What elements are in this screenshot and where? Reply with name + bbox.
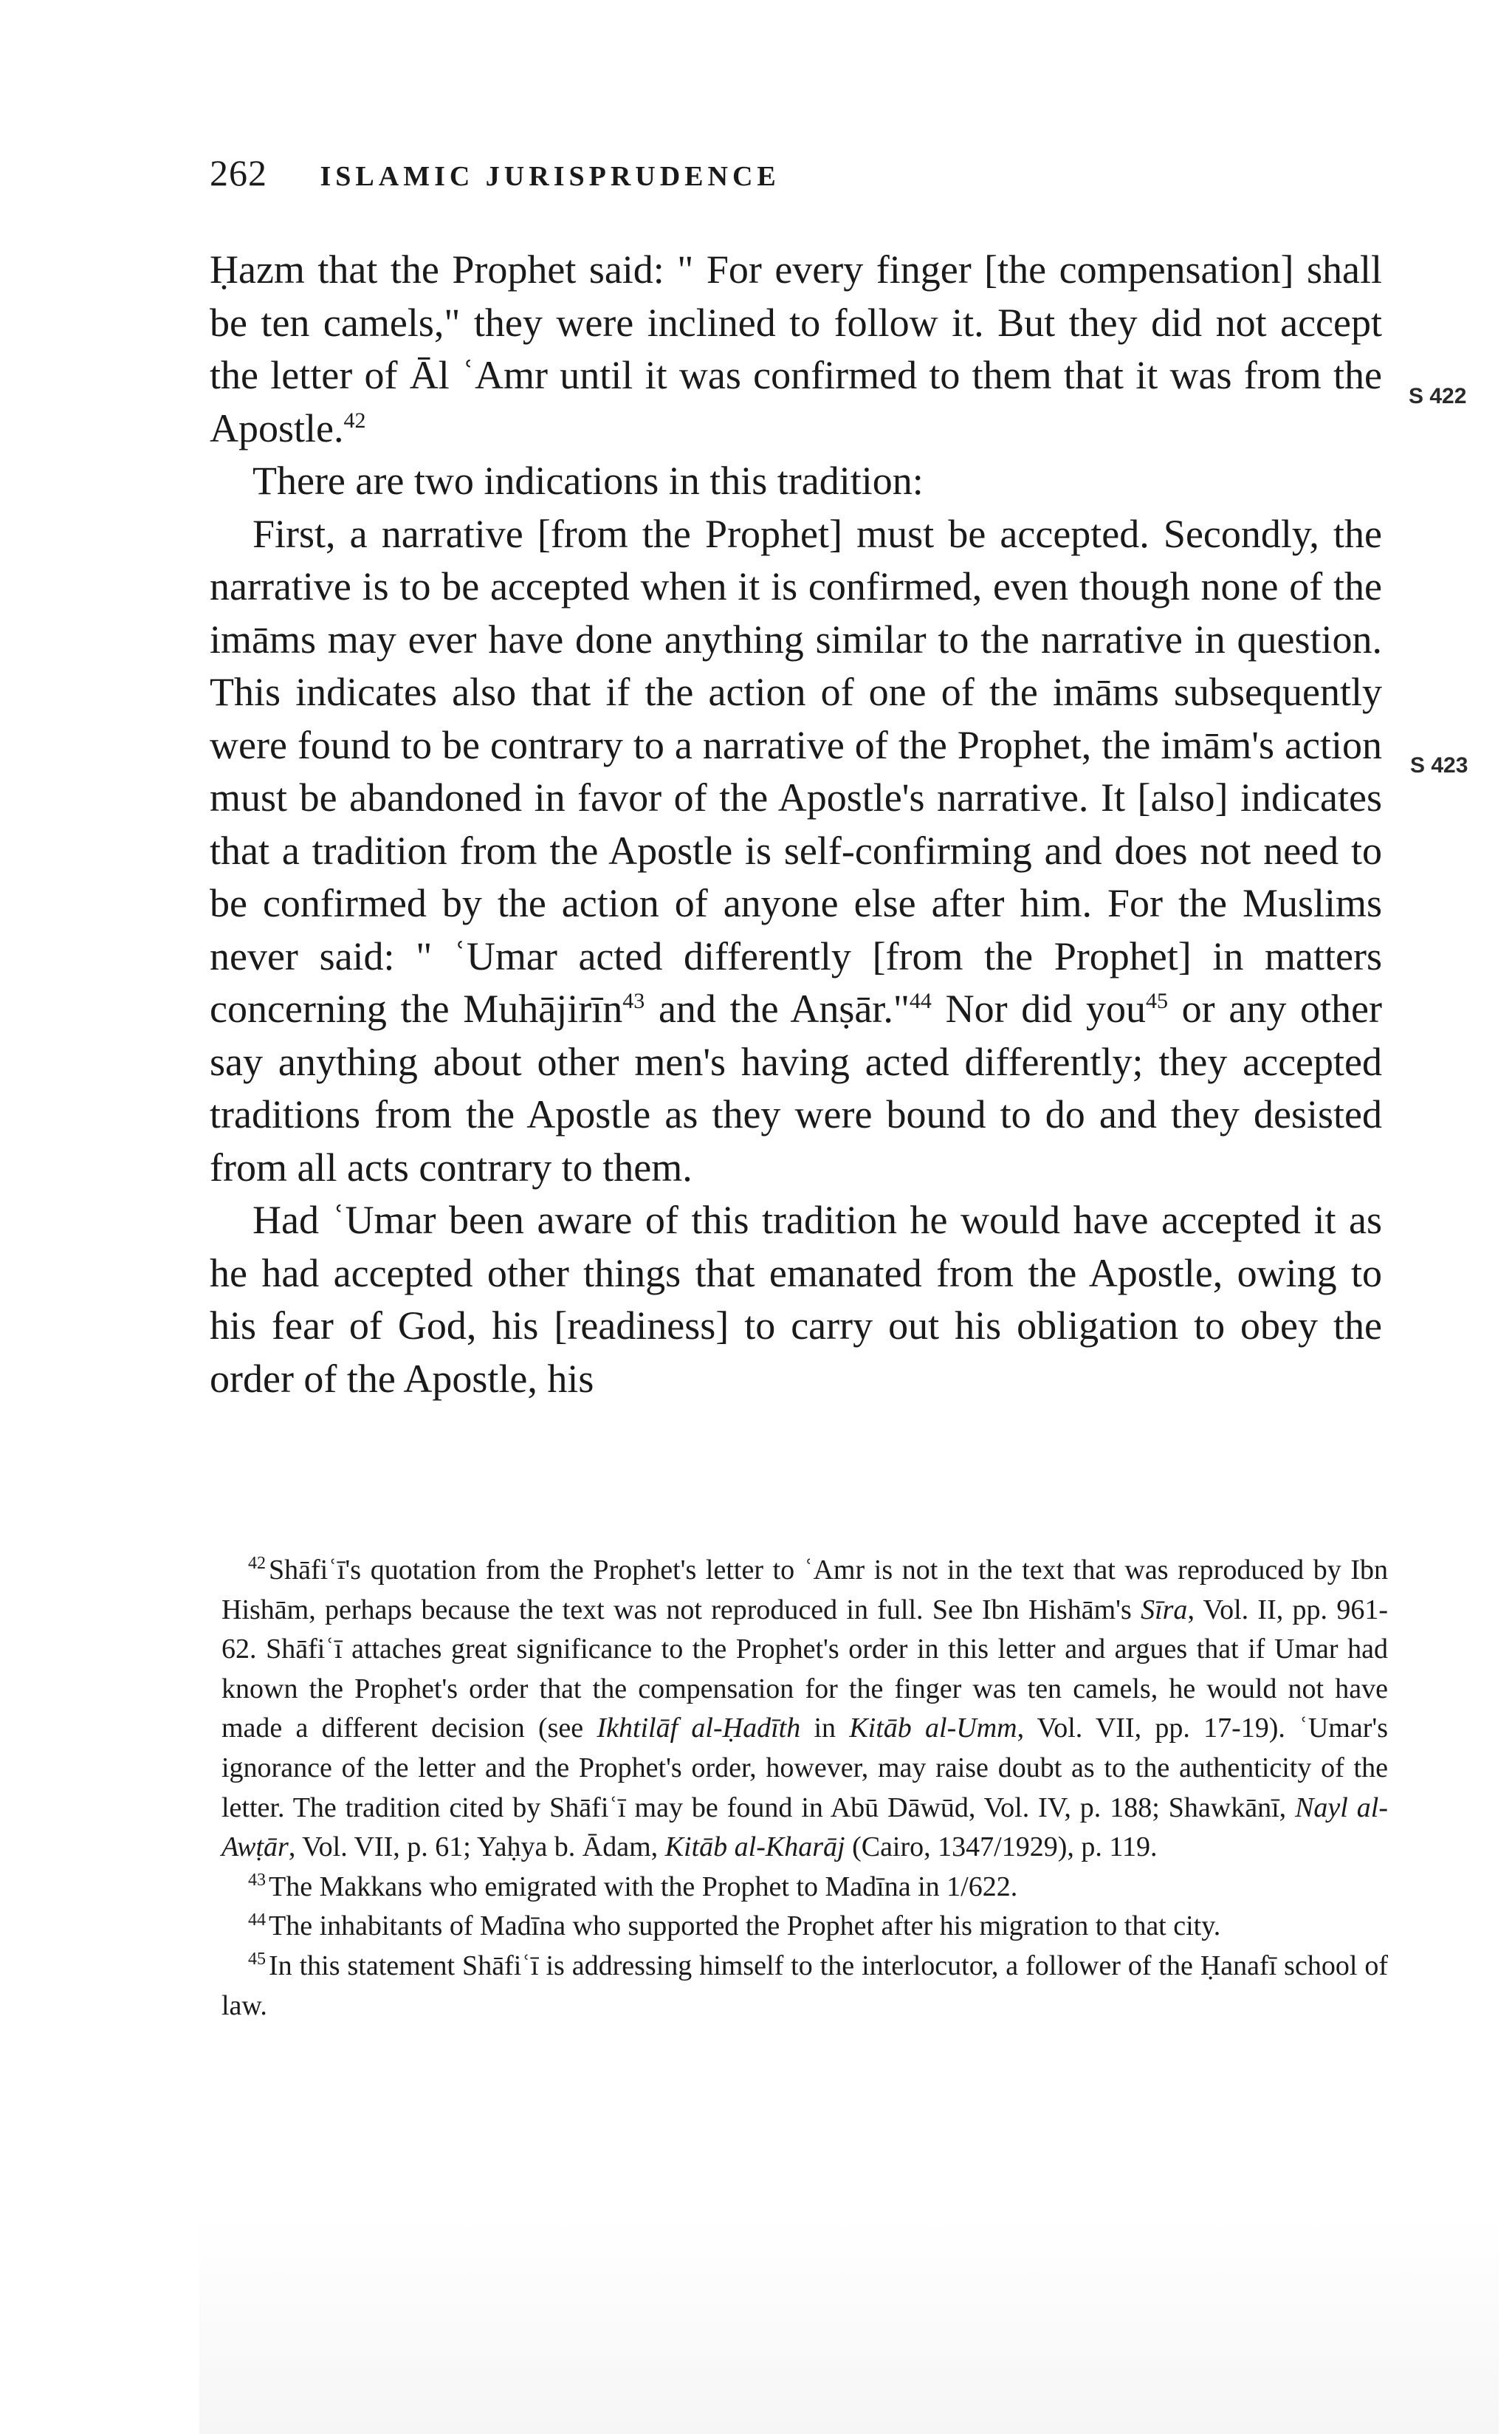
paragraph-text: and the Anṣār." [645, 987, 910, 1031]
main-text [210, 244, 1382, 1405]
footnote-number: 44 [248, 1910, 266, 1930]
footnote-ref: 42 [343, 408, 366, 433]
footnote-text: , Vol. VII, pp. 17-19). ʿUmar's ignorance of the letter and the Prophet's order, however, may raise doubt as to the authenticity of the letter. The tradition cited by Shāfiʿī may be found in Abū Dāwūd, Vol. IV, p. 188; Shawkānī, [221, 1713, 1388, 1823]
footnote-44 [221, 1907, 1388, 1947]
footnote-43 [221, 1868, 1388, 1907]
page-header [210, 151, 780, 194]
paragraph-text: First, a narrative [from the Prophet] must be accepted. Secondly, the narrative is to be accepted when it is confirmed, even though none of the imāms may ever have done anything similar to the narrative in question. This indicates also that if the action of one of the imāms subsequently were found to be contrary to a narrative of the Prophet, the imām's action must be abandoned in favor of the Apostle's narrative. It [also] indicates that a tradition from the Apostle is self-confirming and does not need to be confirmed by the action of anyone else after him. For the Muslims never said: " ʿUmar acted differently [from the Prophet] in matters concerning the Muhājirīn [210, 511, 1382, 1031]
footnote-42 [221, 1551, 1388, 1868]
footnote-title: Nayl al-Awṭār [221, 1792, 1389, 1863]
margin-note-s423: S 423 [1410, 753, 1468, 778]
footnote-text: (Cairo, 1347/1929), p. 119. [845, 1831, 1158, 1863]
footnote-text: In this statement Shāfiʿī is addressing himself to the interlocutor, a follower of the Ḥanafī school of law. [221, 1950, 1388, 2021]
footnote-text: Shāfiʿī's quotation from the Prophet's letter to ʿAmr is not in the text that was reproduced by Ibn Hishām, perhaps because the text was not reproduced in full. See Ibn Hishām's [221, 1554, 1388, 1625]
paragraph [210, 508, 1382, 1195]
paragraph-text: or any other say anything about other men's having acted differently; they accepted traditions from the Apostle as they were bound to do and they desisted from all acts contrary to them. [210, 987, 1382, 1190]
footnote-title: Kitāb al-Umm [849, 1713, 1017, 1744]
footnotes [221, 1551, 1388, 2026]
footnote-title: Kitāb al-Kharāj [664, 1831, 845, 1863]
footnote-45 [221, 1947, 1388, 2026]
footnote-ref: 45 [1145, 989, 1168, 1013]
footnote-text: The Makkans who emigrated with the Prophet to Madīna in 1/622. [269, 1871, 1018, 1902]
footnote-number: 43 [248, 1871, 266, 1890]
footnote-text: , Vol. II, pp. 961-62. Shāfiʿī attaches great significance to the Prophet's order in this letter and argues that if Umar had known the Prophet's order that the compensation for the finger was ten camels, he would not have made a different decision (see [221, 1594, 1388, 1744]
footnote-text: in [800, 1713, 850, 1744]
page-number: 262 [210, 152, 267, 193]
footnote-number: 45 [248, 1950, 266, 1970]
paragraph [210, 244, 1382, 455]
footnote-title: Sīra [1141, 1594, 1188, 1625]
footnote-ref: 44 [909, 989, 932, 1013]
running-title: ISLAMIC JURISPRUDENCE [320, 161, 780, 192]
footnote-ref: 43 [622, 989, 645, 1013]
paragraph-text: Nor did you [931, 987, 1146, 1031]
paragraph: Had ʿUmar been aware of this tradition he would have accepted it as he had accepted other things that emanated from the Apostle, owing to his fear of God, his [readiness] to carry out his obligation to obey the order of the Apostle, his [210, 1198, 1382, 1401]
scan-shading [199, 2215, 1499, 2434]
footnote-title: Ikhtilāf al-Ḥadīth [597, 1713, 801, 1744]
footnote-text: The inhabitants of Madīna who supported the Prophet after his migration to that city. [269, 1910, 1221, 1942]
margin-note-s422: S 422 [1409, 384, 1467, 408]
paragraph: There are two indications in this tradition: [252, 459, 924, 503]
paragraph-text: Ḥazm that the Prophet said: " For every finger [the compensation] shall be ten camels," they were inclined to follow it. But they did not accept the letter of Āl ʿAmr until it was confirmed to them that it was from the Apostle. [210, 247, 1382, 450]
footnote-number: 42 [248, 1554, 266, 1574]
footnote-text: , Vol. VII, p. 61; Yaḥya b. Ādam, [288, 1831, 665, 1863]
